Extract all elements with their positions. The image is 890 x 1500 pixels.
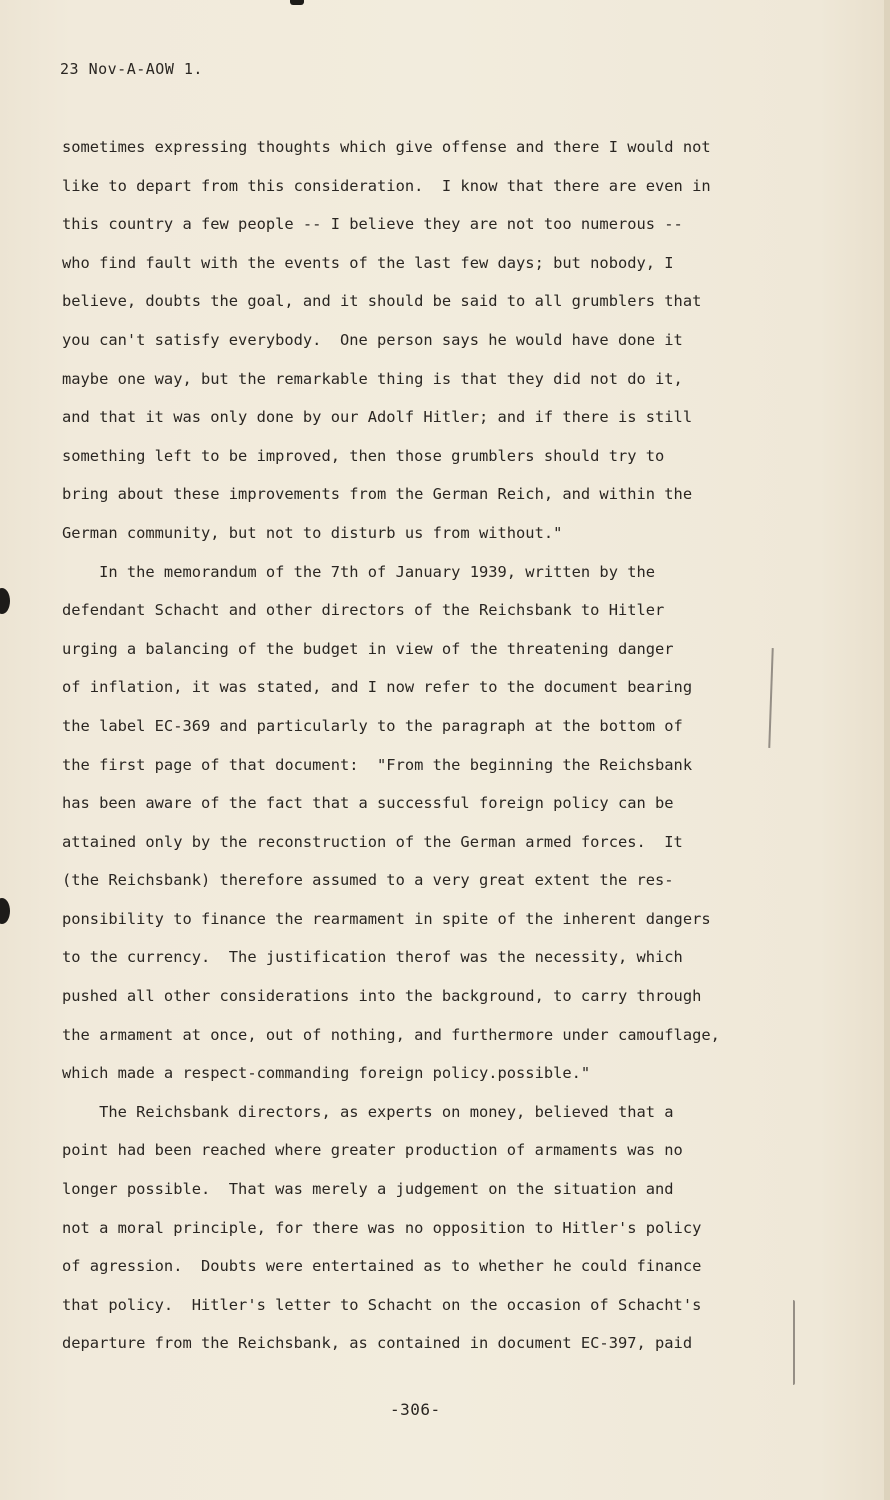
text-line: you can't satisfy everybody. One person says he would have done it	[62, 330, 683, 349]
text-line: the label EC-369 and particularly to the paragraph at the bottom of	[62, 716, 683, 735]
text-line: the armament at once, out of nothing, and furthermore under camouflage,	[62, 1025, 720, 1044]
text-line: who find fault with the events of the last few days; but nobody, I	[62, 253, 674, 272]
text-line: sometimes expressing thoughts which give offense and there I would not	[62, 138, 711, 156]
text-line: and that it was only done by our Adolf Hitler; and if there is still	[62, 408, 693, 427]
margin-mark	[793, 1300, 795, 1385]
text-line: bring about these improvements from the German Reich, and within the	[62, 485, 693, 504]
text-line: which made a respect-commanding foreign policy.possible."	[62, 1064, 591, 1083]
text-line: maybe one way, but the remarkable thing is that they did not do it,	[62, 369, 683, 388]
punch-hole	[0, 588, 10, 614]
text-line: (the Reichsbank) therefore assumed to a very great extent the res-	[62, 871, 674, 890]
text-line: this country a few people -- I believe they are not too numerous --	[62, 215, 683, 234]
text-line: longer possible. That was merely a judgement on the situation and	[62, 1180, 674, 1199]
text-line: has been aware of the fact that a successful foreign policy can be	[62, 794, 674, 813]
text-line: The Reichsbank directors, as experts on money, believed that a	[62, 1102, 674, 1121]
page-number: -306-	[390, 1400, 441, 1419]
page-reference: 23 Nov-A-AOW 1.	[60, 60, 203, 78]
text-line: German community, but not to disturb us from without."	[62, 523, 563, 542]
punch-hole	[0, 898, 10, 924]
text-line: In the memorandum of the 7th of January 1939, written by the	[62, 562, 656, 581]
page-edge	[884, 0, 890, 1500]
text-line: pushed all other considerations into the background, to carry through	[62, 987, 702, 1006]
text-line: ponsibility to finance the rearmament in spite of the inherent dangers	[62, 909, 711, 928]
text-line: the first page of that document: "From the beginning the Reichsbank	[62, 755, 693, 774]
text-line: of agression. Doubts were entertained as to whether he could finance	[62, 1257, 702, 1276]
text-line: not a moral principle, for there was no opposition to Hitler's policy	[62, 1218, 702, 1237]
text-line: like to depart from this consideration. I know that there are even in	[62, 176, 711, 195]
text-line: of inflation, it was stated, and I now refer to the document bearing	[62, 678, 693, 697]
text-line: urging a balancing of the budget in view of the threatening danger	[62, 639, 674, 658]
text-line: something left to be improved, then those grumblers should try to	[62, 446, 665, 465]
text-line: attained only by the reconstruction of the German armed forces. It	[62, 832, 683, 851]
text-line: that policy. Hitler's letter to Schacht on the occasion of Schacht's	[62, 1295, 702, 1314]
margin-mark	[768, 648, 773, 748]
text-line: departure from the Reichsbank, as contained in document EC-397, paid	[62, 1334, 693, 1353]
text-line: believe, doubts the goal, and it should be said to all grumblers that	[62, 292, 702, 311]
binding-tab	[290, 0, 304, 5]
transcript-body	[62, 128, 762, 1363]
text-line: to the currency. The justification therof was the necessity, which	[62, 948, 683, 967]
text-line: defendant Schacht and other directors of the Reichsbank to Hitler	[62, 601, 665, 620]
text-line: point had been reached where greater production of armaments was no	[62, 1141, 683, 1160]
